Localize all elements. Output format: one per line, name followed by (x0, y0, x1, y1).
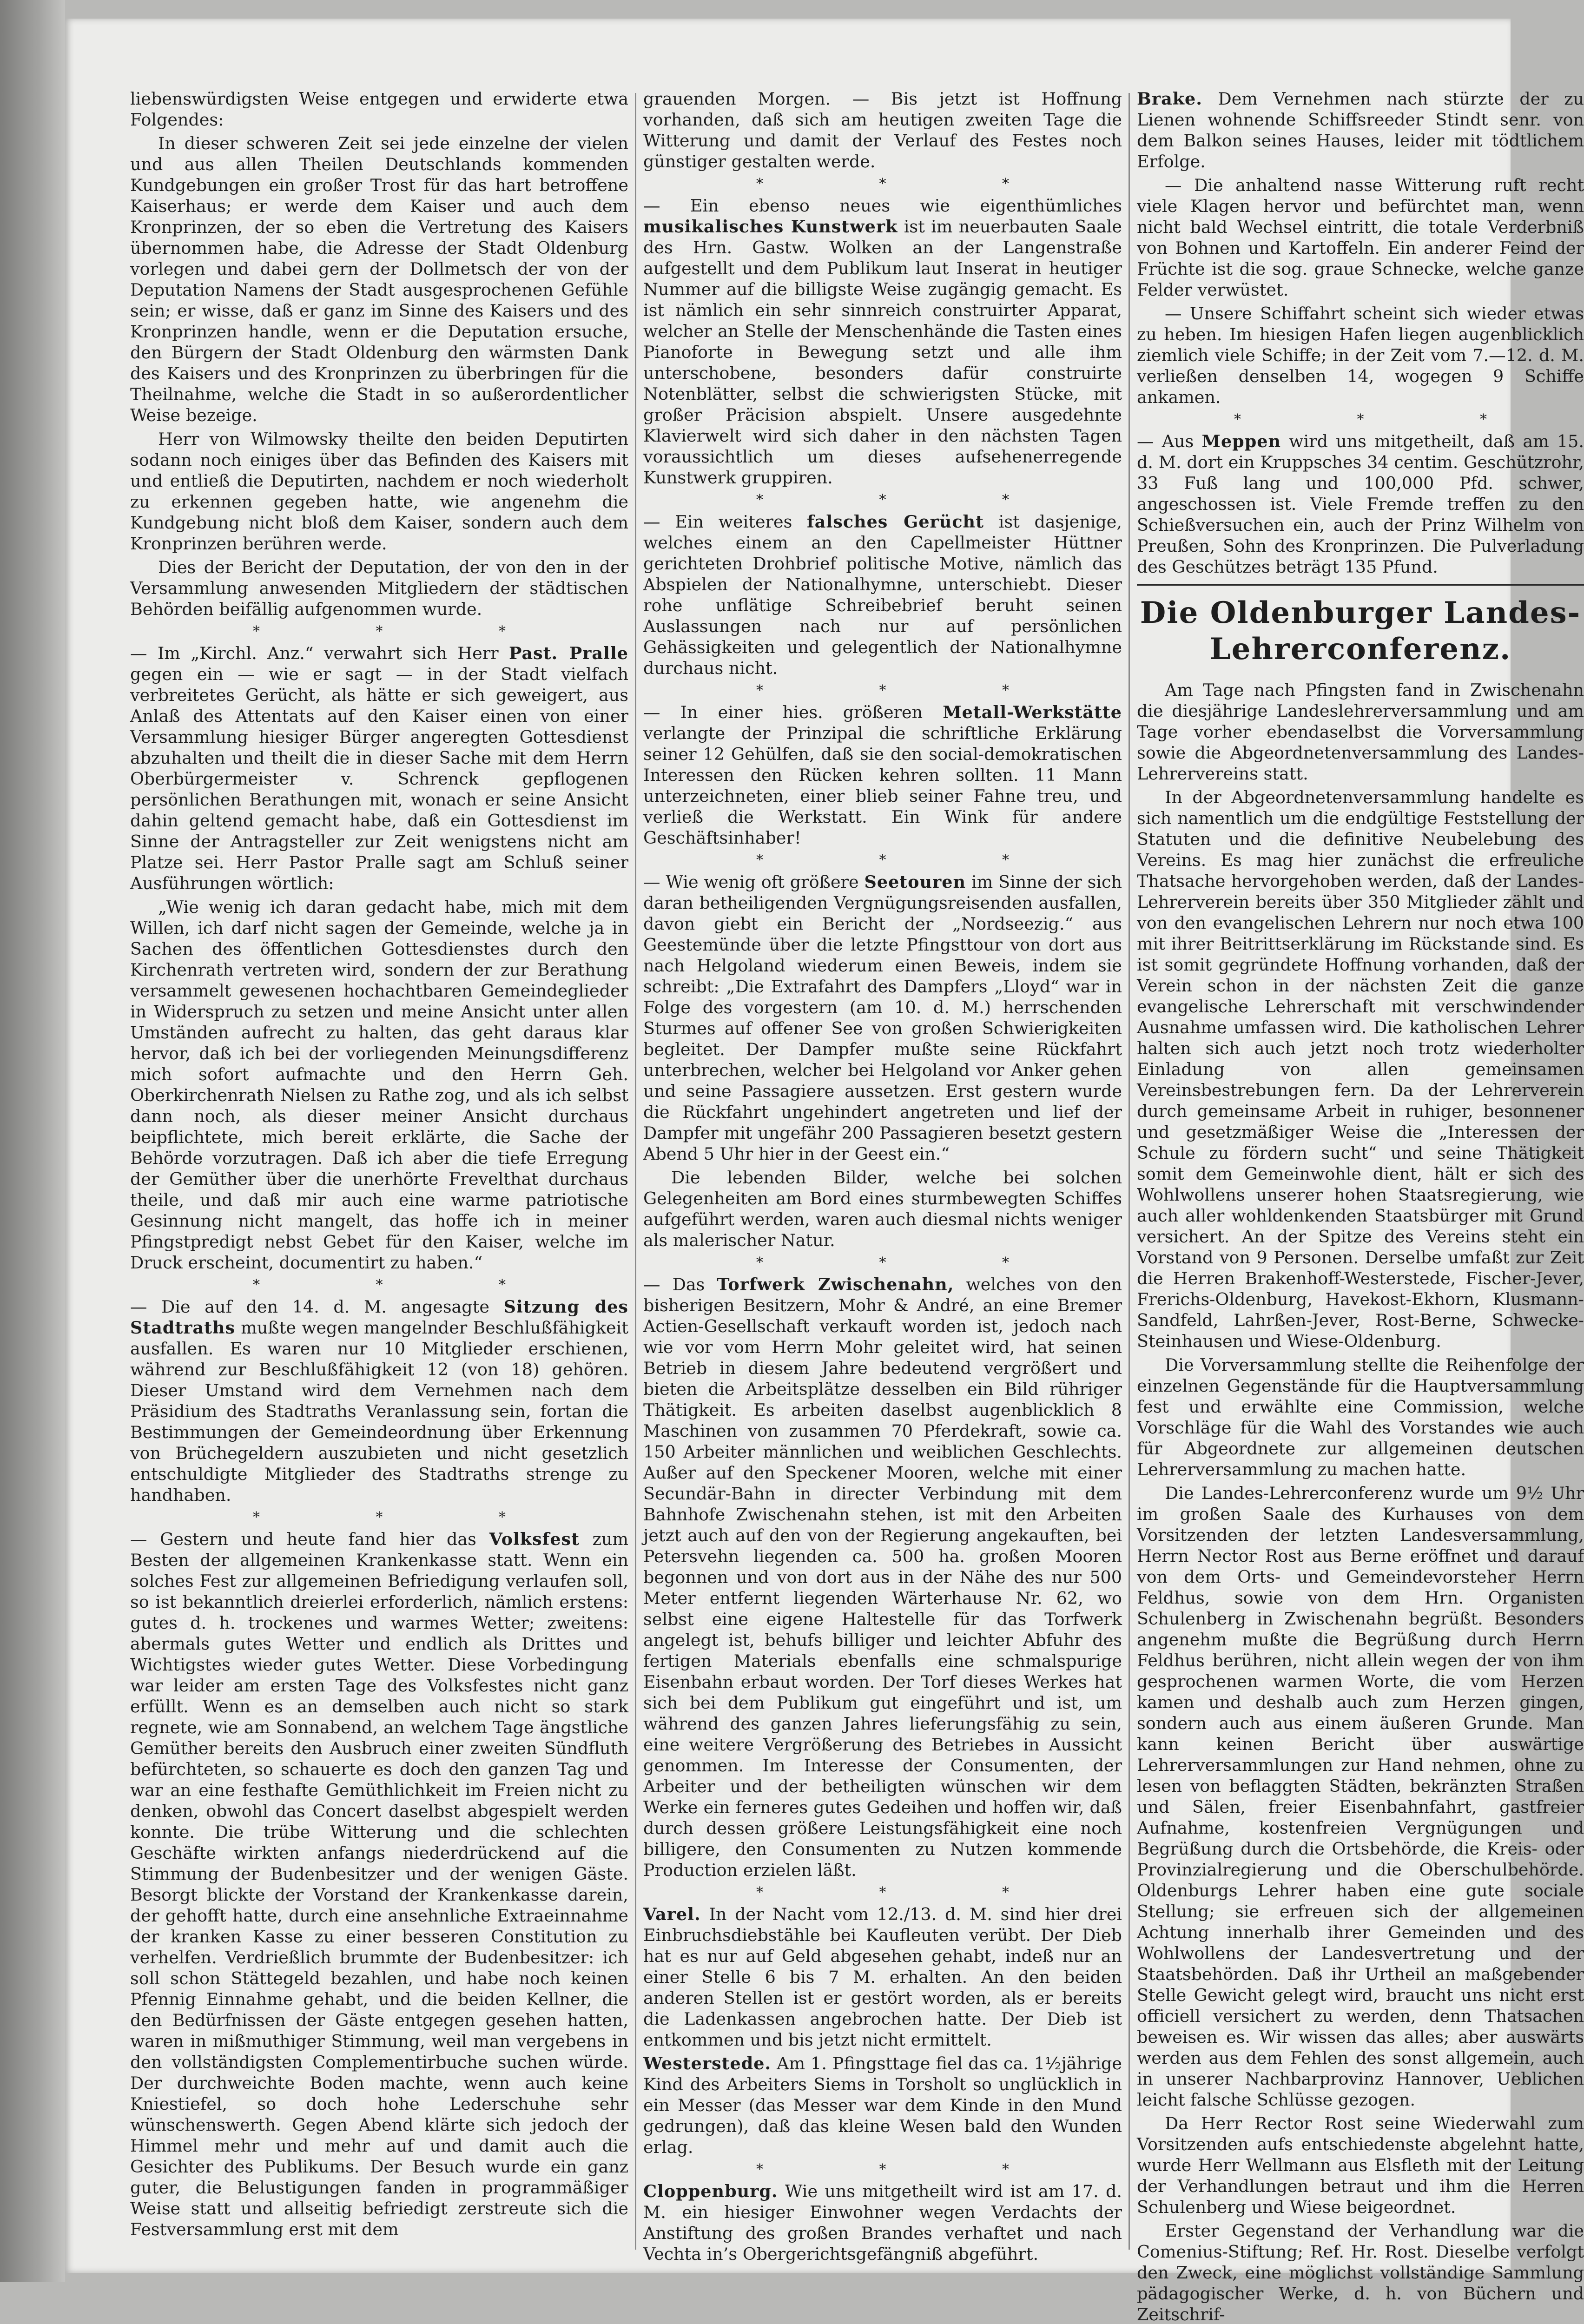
article-paragraph (130, 1296, 628, 1505)
newspaper-page (65, 19, 1584, 2324)
paragraph-text: liebenswürdigsten Weise entgegen und erwiderte etwa Folgendes: (130, 89, 628, 130)
paragraph-text: In der Nacht vom 12./13. d. M. sind hier drei Einbruchsdiebstähle bei Kaufleuten verübt. Der Dieb hat es nur auf Geld abgesehen gehabt, indeß nur an einer Stelle 6 bis 7 M. erhalten. An den beiden anderen Stellen ist er gestört worden, als er bereits die Ladenkassen angebrochen hatte. Der Dieb ist entkommen und bis jetzt nicht ermittelt. (643, 1904, 1122, 2050)
paragraph-text: Die Landes-Lehrerconferenz wurde um 9½ Uhr im großen Saale des Kurhauses von dem Vorsitzenden der letzten Landesversammlung, Herrn Nector Rost aus Berne eröffnet und darauf von dem Orts- und Gemeindevorsteher Herrn Feldhus, sowie von dem Hrn. Organisten Schulenberg in Zwischenahn begrüßt. Besonders angenehm mußte die Begrüßung durch Herrn Feldhus berühren, nicht allein wegen der von ihm gesprochenen warmen Worte, die vom Herzen kamen und deshalb auch zum Herzen gingen, sondern auch aus einem äußeren Grunde. Man kann keinen Bericht über auswärtige Lehrerversammlungen zur Hand nehmen, ohne zu lesen von beflaggten Städten, bekränzten Straßen und Sälen, freier Eisenbahnfahrt, gastfreier Aufnahme, kostenfreien Vergnügungen und Begrüßung durch die Ortsbehörde, die Kreis- oder Provinzialregierung und die Oberschulbehörde. Oldenburgs Lehrer haben eine gute sociale Stellung; sie erfreuen sich der allgemeinen Achtung innerhalb ihrer Gemeinden und des Wohlwollens der Landesvertretung und der Staatsbehörden. Daß ihr Urtheil an maßgebender Stelle Gewicht gelegt wird, braucht uns nicht erst officiell versichert zu werden, denn Thatsachen beweisen es. Wir wissen das alles; aber auswärts werden aus dem Fehlen des sonst allgemein, auch in unserer Nachbarprovinz Hannover, Ueblichen leicht falsche Schlüsse gezogen. (1137, 1483, 1584, 2110)
paragraph-text: welches von den bisherigen Besitzern, Mohr & André, an eine Bremer Actien-Gesellschaft verkauft worden ist, jedoch nach wie vor vom Herrn Mohr geleitet wird, hat seinen Betrieb in diesem Jahre bedeutend vergrößert und bieten die Arbeitsplätze desselben ein Bild rühriger Thätigkeit. Es arbeiten daselbst augenblicklich 8 Maschinen von zusammen 70 Pferdekraft, sowie ca. 150 Arbeiter männlichen und weiblichen Geschlechts. Außer auf den Speckener Mooren, welche mit einer Secundär-Bahn in directer Verbindung mit dem Bahnhofe Zwischenahn stehen, ist mit den Arbeiten jetzt auch auf den von der Regierung angekauften, bei Petersvehn liegenden ca. 500 ha. großen Mooren begonnen und von dort aus in der Nähe des nur 500 Meter entfernt liegenden Wärterhause Nr. 62, wo selbst eine eigene Haltestelle für das Torfwerk angelegt ist, behufs billiger und leichter Abfuhr des fertigen Materials ebenfalls eine schmalspurige Eisenbahn erbaut worden. Der Torf dieses Werkes hat sich bei dem Publikum gut eingeführt und ist, um während des ganzen Jahres lieferungsfähig zu sein, eine weitere Vergrößerung des Betriebes in Aussicht genommen. Im Interesse der Consumenten, der Arbeiter und der betheiligten wünschen wir dem Werke ein ferneres gutes Gedeihen und hoffen wir, daß durch dessen größere Leistungsfähigkeit eine noch billigere, den Consumenten zu Nutzen kommende Production erzielen läßt. (643, 1274, 1122, 1880)
column-1 (130, 88, 628, 2245)
keyword-heading: Westerstede. (643, 2053, 772, 2073)
paragraph-text: — Unsere Schiffahrt scheint sich wieder etwas zu heben. Im hiesigen Hafen liegen augenblicklich ziemlich viele Schiffe; in der Zeit vom 7.—12. d. M. verließen denselben 14, wogegen 9 Schiffe ankamen. (1137, 304, 1584, 407)
column-2 (643, 88, 1122, 2264)
article-paragraph (130, 1529, 628, 2240)
separator-asterisks: * * * (756, 1884, 1065, 1901)
keyword-heading: Cloppenburg. (643, 2181, 778, 2201)
paragraph-lead: — Wie wenig oft größere (643, 872, 865, 892)
keyword-heading: falsches Gerücht (807, 512, 984, 532)
article-paragraph (1137, 2113, 1584, 2218)
article-paragraph (1137, 88, 1584, 172)
article-paragraph (1137, 680, 1584, 784)
article-paragraph (130, 643, 628, 894)
keyword-heading: Volksfest (489, 1529, 580, 1549)
paragraph-text: Da Herr Rector Rost seine Wiederwahl zum Vorsitzenden aufs entschiedenste abgelehnt hatte, wurde Herr Wellmann aus Elsfleth mit der Leitung der Verhandlungen betraut und ihm die Herren Schulenberg und Wiese beigeordnet. (1137, 2113, 1584, 2217)
article-paragraph (1137, 303, 1584, 408)
article-headline: Die Oldenburger Landes-Lehrerconferenz. (1140, 595, 1581, 667)
column-3 (1137, 88, 1584, 2324)
keyword-heading: Brake. (1137, 89, 1202, 109)
paragraph-text: Am Tage nach Pfingsten fand in Zwischenahn die diesjährige Landeslehrerversammlung und am Tage vorher ebendaselbst die Vorversammlung sowie die Abgeordnetenversammlung des Landes-Lehrervereins statt. (1137, 680, 1584, 784)
paragraph-text: ist dasjenige, welches einem an den Capellmeister Hüttner gerichteten Drohbrief politische Motive, nämlich das Abspielen der Nationalhymne, unterschiebt. Dieser rohe unflätige Schreibebrief beruht seinen Auslassungen nach nur auf persönlichen Gehässigkeiten und gelegentlich der Nationalhymne durchaus nicht. (643, 512, 1122, 678)
separator-asterisks: * * * (1234, 411, 1543, 428)
paragraph-text: Die Vorversammlung stellte die Reihenfolge der einzelnen Gegenstände für die Hauptversammlung fest und erwählte eine Commission, welche Vorschläge für die Wahl des Vorstandes wie auch für Abgeordnete zur allgemeinen deutschen Lehrerversammlung zu machen hatte. (1137, 1355, 1584, 1479)
article-paragraph (643, 88, 1122, 172)
paragraph-text: „Wie wenig ich daran gedacht habe, mich mit dem Willen, ich darf nicht sagen der Gemeinde, welche ja in Sachen des öffentlichen Gottesdienstes durch den Kirchenrath vertreten wird, sondern der zur Berathung versammelt gewesenen hochachtbaren Gemeindeglieder in Widerspruch zu setzen und meine Ansicht unter allen Umständen aufrecht zu halten, das geht daraus klar hervor, daß ich bei der vorliegenden Meinungsdifferenz mich sofort aufmachte und den Herrn Geh. Oberkirchenrath Nielsen zu Rathe zog, und als ich selbst dann noch, als dieser meiner Ansicht durchaus beipflichtete, mich bereit erklärte, die Sache der Behörde vorzutragen. Daß ich aber die tiefe Erregung der Gemüther über die unerhörte Frevelthat durchaus theile, und daß mir auch eine warme patriotische Gesinnung nicht mangelt, das hoffe ich in meiner Pfingstpredigt nebst Gebet für den Kaiser, welche im Druck erscheint, documentirt zu haben.“ (130, 897, 628, 1273)
paragraph-text: In der Abgeordnetenversammlung handelte es sich namentlich um die endgültige Feststellung der Statuten und die definitive Neubelebung des Vereins. Es mag hier zunächst die erfreuliche Thatsache hervorgehoben werden, daß der Landes-Lehrerverein bereits über 350 Mitglieder zählt und von den evangelischen Lehrern nur noch etwa 100 mit ihrer Beitrittserklärung im Rückstande sind. Es ist somit gegründete Hoffnung vorhanden, daß der Verein schon in der nächsten Zeit die ganze evangelische Lehrerschaft mit verschwindender Ausnahme umfassen wird. Die katholischen Lehrer halten sich auch jetzt noch trotz wiederholter Einladung von allen gemeinsamen Vereinsbestrebungen fern. Da der Lehrerverein durch gemeinsame Arbeit in ruhiger, besonnener und gesetzmäßiger Weise die „Interessen der Schule zu fördern sucht“ und seine Thätigkeit somit dem Gemeinwohle dient, hält er sich des Wohlwollens unserer hohen Staatsregierung, wie auch aller wohldenkenden Staatsbürger mit Grund versichert. An der Spitze des Vereins steht ein Vorstand von 9 Personen. Derselbe umfaßt zur Zeit die Herren Brakenhoff-Westerstede, Fischer-Jever, Frerichs-Oldenburg, Havekost-Ekhorn, Klusmann-Sandfeld, Lahrßen-Jever, Rost-Berne, Schwecke-Steinhausen und Wiese-Oldenburg. (1137, 787, 1584, 1351)
article-paragraph (643, 195, 1122, 488)
keyword-heading: Torfwerk Zwischenahn, (717, 1274, 954, 1294)
keyword-heading: Sitzung des Stadtraths (130, 1297, 628, 1338)
column-rule (1129, 93, 1130, 2250)
paragraph-text: Wie uns mitgetheilt wird ist am 17. d. M. ein hiesiger Einwohner wegen Verdachts der Anstiftung des großen Brandes verhaftet und nach Vechta in’s Obergerichtsgefängniß abgeführt. (643, 2181, 1122, 2264)
article-paragraph (130, 897, 628, 1273)
binding-gutter (0, 0, 65, 2282)
paragraph-text: — Die anhaltend nasse Witterung ruft recht viele Klagen hervor und befürchtet man, wenn nicht bald Wechsel eintritt, die totale Verderbniß von Bohnen und Kartoffeln. Ein anderer Feind der Früchte ist die sog. graue Schnecke, welche ganze Felder verwüstet. (1137, 175, 1584, 300)
separator-asterisks: * * * (252, 1277, 562, 1293)
article-paragraph (643, 872, 1122, 1164)
separator-asterisks: * * * (756, 1254, 1065, 1271)
paragraph-text: Dies der Bericht der Deputation, der von den in der Versammlung anwesenden Mitgliedern der städtischen Behörden beifällig aufgenommen wurde. (130, 557, 628, 619)
article-paragraph (643, 1274, 1122, 1881)
separator-asterisks: * * * (756, 492, 1065, 508)
paragraph-text: im Sinne der sich daran betheiligenden Vergnügungsreisenden ausfallen, davon giebt ein Bericht der „Nordseezig.“ aus Geestemünde über die letzte Pfingsttour von dort aus nach Helgoland wiederum einen Beweis, indem sie schreibt: „Die Extrafahrt des Dampfers „Lloyd“ war in Folge des vorgestern (am 10. d. M.) herrschenden Sturmes auf offener See von großen Schwierigkeiten begleitet. Der Dampfer mußte seine Rückfahrt unterbrechen, welcher bei Helgoland vor Anker gehen und seine Passagiere aussetzen. Erst gestern wurde die Rückfahrt ungehindert angetreten und lief der Dampfer mit ungefähr 200 Passagieren besetzt gestern Abend 5 Uhr hier in der Geest ein.“ (643, 872, 1122, 1164)
paragraph-text: Am 1. Pfingsttage fiel das ca. 1½jährige Kind des Arbeiters Siems in Torsholt so unglücklich in ein Messer (das Messer war dem Kinde in den Mund gedrungen), daß das kleine Wesen bald den Wunden erlag. (643, 2053, 1122, 2157)
paragraph-text: mußte wegen mangelnder Beschlußfähigkeit ausfallen. Es waren nur 10 Mitglieder erschienen, während zur Beschlußfähigkeit 12 (von 18) gehören. Dieser Umstand wird dem Vernehmen nach dem Präsidium des Stadtraths Veranlassung sein, fortan die Bestimmungen der Gemeindeordnung über Erkennung von Brüchegeldern auszubieten und nicht gesetzlich entschuldigte Mitglieder des Stadtraths strenge zu handhaben. (130, 1318, 628, 1505)
paragraph-text: wird uns mitgetheilt, daß am 15. d. M. dort ein Kruppsches 34 centim. Geschützrohr, 33 Fuß lang und 100,000 Pfd. schwer, angeschossen ist. Viele Fremde treffen zu den Schießversuchen ein, auch der Prinz Wilhelm von Preußen, Sohn des Kronprinzen. Die Pulverladung des Geschützes beträgt 135 Pfund. (1137, 431, 1584, 577)
article-paragraph (130, 88, 628, 130)
keyword-heading: Past. Pralle (509, 643, 628, 663)
article-paragraph (643, 511, 1122, 679)
article-paragraph (643, 702, 1122, 848)
section-divider (1137, 584, 1584, 586)
paragraph-lead: — Die auf den 14. d. M. angesagte (130, 1297, 504, 1317)
article-paragraph (1137, 1483, 1584, 2110)
paragraph-lead: — Im „Kirchl. Anz.“ verwahrt sich Herr (130, 643, 509, 663)
separator-asterisks: * * * (756, 852, 1065, 868)
paragraph-lead: — Aus (1137, 431, 1202, 451)
paragraph-text: Dem Vernehmen nach stürzte der zu Lienen wohnende Schiffsreeder Stindt senr. von dem Balkon seines Hauses, leider mit tödtlichem Erfolge. (1137, 89, 1584, 172)
keyword-heading: Meppen (1201, 431, 1281, 451)
article-paragraph (130, 429, 628, 554)
paragraph-text: gegen ein — wie er sagt — in der Stadt vielfach verbreitetes Gerücht, als hätte er sich geweigert, aus Anlaß des Attentats auf den Kaiser einen von einer Versammlung hiesiger Bürger angeregten Gottesdienst abzuhalten und theilt die in dieser Sache mit dem Herrn Oberbürgermeister v. Schrenck gepflogenen persönlichen Berathungen mit, wonach er seine Ansicht dahin geltend gemacht habe, daß ein Gottesdienst im Sinne der Antragsteller zur Zeit wenigstens nicht am Platze sei. Herr Pastor Pralle sagt am Schluß seiner Ausführungen wörtlich: (130, 664, 628, 893)
separator-asterisks: * * * (756, 682, 1065, 699)
paragraph-text: ist im neuerbauten Saale des Hrn. Gastw. Wolken an der Langenstraße aufgestellt und dem Publikum laut Inserat in heutiger Nummer auf die billigste Weise zugängig gemacht. Es ist nämlich ein sehr sinnreich construirter Apparat, welcher an Stelle der Menschenhände die Tasten eines Pianoforte in Bewegung setzt und alle ihm unterschobene, besonders dafür construirte Notenblätter, selbst die schwierigsten Stücke, mit großer Präcision abspielt. Unsere ausgedehnte Klavierwelt wird sich daher in den nächsten Tagen voraussichtlich um dieses aufsehenerregende Kunstwerk gruppiren. (643, 217, 1122, 488)
paragraph-lead: — Ein weiteres (643, 512, 807, 532)
paragraph-lead: — In einer hies. größeren (643, 702, 943, 722)
paragraph-text: Herr von Wilmowsky theilte den beiden Deputirten sodann noch einiges über das Befinden des Kaisers mit und entließ die Deputirten, nachdem er noch wiederholt zu erkennen gegeben hatte, wie angenehm die Kundgebung nicht bloß dem Kaiser, sondern auch dem Kronprinzen berühren werde. (130, 429, 628, 554)
article-paragraph (1137, 431, 1584, 577)
article-paragraph (130, 557, 628, 620)
separator-asterisks: * * * (756, 176, 1065, 192)
keyword-heading: musikalisches Kunstwerk (643, 217, 898, 237)
paragraph-lead: — Das (643, 1274, 717, 1294)
paragraph-text: verlangte der Prinzipal die schriftliche Erklärung seiner 12 Gehülfen, daß sie den social-demokratischen Interessen den Rücken kehren sollten. 11 Mann unterzeichneten, einer blieb seiner Fahne treu, und verließ die Werkstatt. Ein Wink für andere Geschäftsinhaber! (643, 723, 1122, 848)
paragraph-text: In dieser schweren Zeit sei jede einzelne der vielen und aus allen Theilen Deutschlands kommenden Kundgebungen ein großer Trost für das hart betroffene Kaiserhaus; er werde dem Kaiser und auch dem Kronprinzen, der so eben die Vertretung des Kaisers übernommen habe, die Adresse der Stadt Oldenburg vorlegen und dabei gern der Dollmetsch der von der Deputation Namens der Stadt ausgesprochenen Gefühle sein; er wisse, daß er ganz im Sinne des Kaisers und des Kronprinzen handle, wenn er die Deputation ersuche, den Bürgern der Stadt Oldenburg den wärmsten Dank des Kaisers und des Kronprinzen zu überbringen für die Theilnahme, welche die Stadt in so außerordentlicher Weise bezeige. (130, 133, 628, 425)
separator-asterisks: * * * (756, 2161, 1065, 2178)
separator-asterisks: * * * (252, 623, 562, 640)
keyword-heading: Varel. (643, 1904, 701, 1924)
article-paragraph (643, 1167, 1122, 1251)
paragraph-lead: — Ein ebenso neues wie eigenthümliches (643, 196, 1122, 216)
article-paragraph (130, 133, 628, 426)
article-paragraph (1137, 1354, 1584, 1480)
paragraph-text: grauenden Morgen. — Bis jetzt ist Hoffnung vorhanden, daß sich am heutigen zweiten Tage die Witterung und damit der Verlauf des Festes noch günstiger gestalten werde. (643, 89, 1122, 172)
separator-asterisks: * * * (252, 1509, 562, 1525)
paragraph-text: Die lebenden Bilder, welche bei solchen Gelegenheiten am Bord eines sturmbewegten Schiffes aufgeführt werden, waren auch diesmal nichts weniger als malerischer Natur. (643, 1168, 1122, 1250)
article-paragraph (643, 2053, 1122, 2158)
article-paragraph (1137, 787, 1584, 1352)
paragraph-text: Erster Gegenstand der Verhandlung war die Comenius-Stiftung; Ref. Hr. Rost. Dieselbe verfolgt den Zweck, eine möglichst vollständige Sammlung pädagogischer Werke, d. h. von Büchern und Zeitschrif- (1137, 2221, 1584, 2324)
paragraph-text: zum Besten der allgemeinen Krankenkasse statt. Wenn ein solches Fest zur allgemeinen Befriedigung verlaufen soll, so ist bekanntlich dreierlei erforderlich, nämlich erstens: gutes d. h. trockenes und warmes Wetter; zweitens: abermals gutes Wetter und endlich als Drittes und Wichtigstes wieder gutes Wetter. Diese Vorbedingung war leider am ersten Tage des Volksfestes nicht ganz erfüllt. Wenn es an demselben auch nicht so stark regnete, wie am Sonnabend, an welchem Tage ängstliche Gemüther bereits den Ausbruch einer zweiten Sündfluth befürchteten, so schauerte es doch den ganzen Tag und war an eine festhafte Gemüthlichkeit im Freien nicht zu denken, obwohl das Concert daselbst abgespielt werden konnte. Die trübe Witterung und die schlechten Geschäfte wirkten anfangs niederdrückend auf die Stimmung der Budenbesitzer und der wenigen Gäste. Besorgt blickte der Vorstand der Krankenkasse darein, der gehofft hatte, durch eine ansehnliche Extraeinnahme der kranken Kasse zu einer besseren Constitution zu verhelfen. Verdrießlich brummte der Budenbesitzer: ich soll schon Stättegeld bezahlen, und habe noch keinen Pfennig Einnahme gehabt, und die beiden Kellner, die den Bedürfnissen der Gäste entgegen gesehen hatten, waren in mißmuthiger Stimmung, weil man vergebens in den vollständigsten Complementirbuche suchen würde. Der durchweichte Boden machte, wenn auch keine Kniestiefel, so doch hohe Lederschuhe sehr wünschenswerth. Gegen Abend klärte sich jedoch der Himmel mehr und mehr auf und damit auch die Gesichter des Publikums. Der Besuch wurde ein ganz guter, die Belustigungen fanden in programmäßiger Weise statt und allseitig befriedigt zerstreute sich die Festversammlung erst mit dem (130, 1529, 628, 2239)
article-paragraph (1137, 175, 1584, 300)
keyword-heading: Metall-Werkstätte (943, 702, 1122, 722)
column-rule (635, 93, 636, 2250)
article-paragraph (1137, 2220, 1584, 2324)
article-paragraph (643, 2181, 1122, 2265)
article-paragraph (643, 1904, 1122, 2050)
keyword-heading: Seetouren (864, 872, 966, 892)
paragraph-lead: — Gestern und heute fand hier das (130, 1529, 489, 1549)
